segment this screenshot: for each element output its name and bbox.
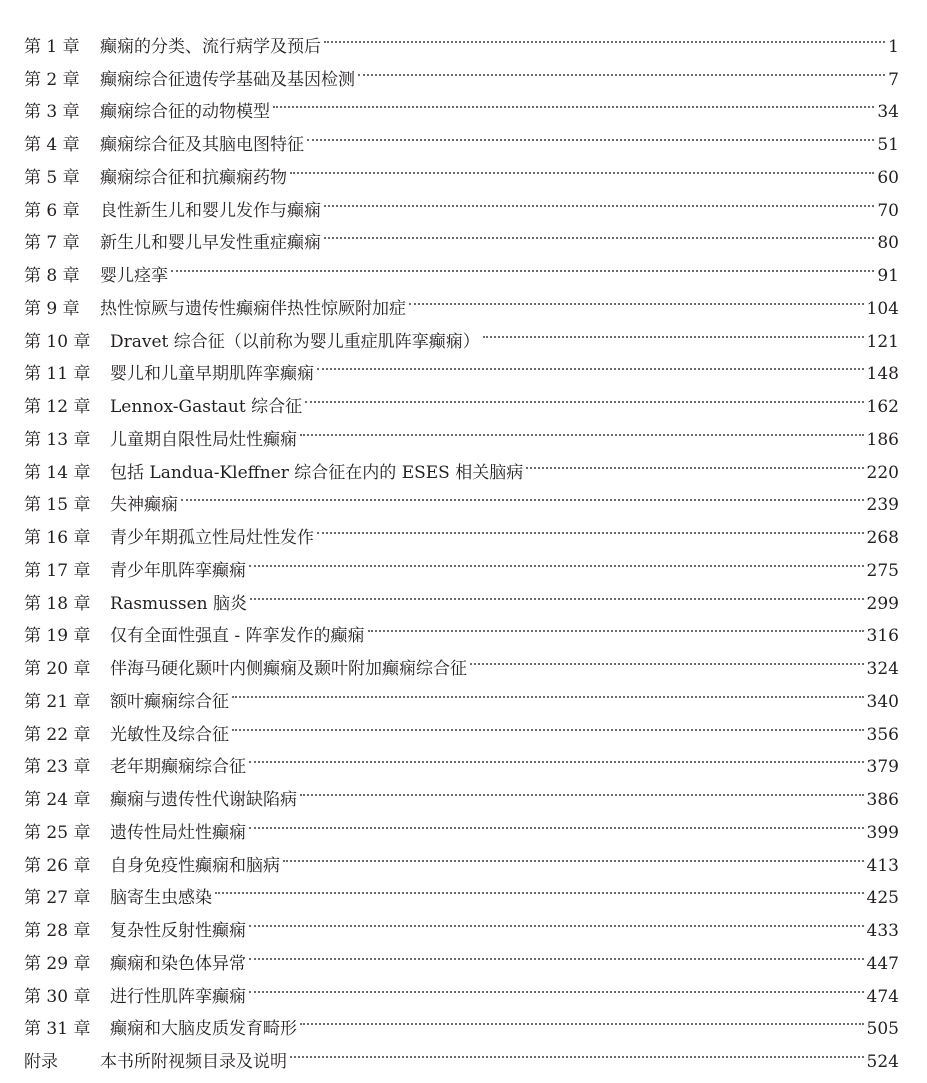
chapter-number: 第 19 章 xyxy=(24,626,91,647)
dot-leader xyxy=(368,609,864,642)
chapter-title: 癫痫和染色体异常 xyxy=(110,953,246,974)
page-number: 386 xyxy=(866,790,899,810)
page-number: 275 xyxy=(866,560,899,581)
dot-leader xyxy=(300,1002,864,1035)
dot-leader xyxy=(324,183,874,216)
chapter-number: 第 13 章 xyxy=(24,429,91,450)
chapter-title: 自身免疫性癫痫和脑病 xyxy=(110,855,280,876)
chapter-number: 第 8 章 xyxy=(24,266,80,286)
chapter-title: 儿童期自限性局灶性癫痫 xyxy=(110,429,297,450)
page-number: 324 xyxy=(866,659,899,679)
page-number: 51 xyxy=(877,135,899,155)
dot-leader xyxy=(317,347,864,380)
page-number: 91 xyxy=(877,266,899,286)
chapter-number: 第 4 章 xyxy=(24,135,80,155)
chapter-number: 第 17 章 xyxy=(24,560,91,581)
chapter-number: 第 5 章 xyxy=(24,167,80,188)
page-number: 474 xyxy=(866,986,899,1007)
chapter-title: 仅有全面性强直 - 阵挛发作的癫痫 xyxy=(110,626,365,647)
page-number: 121 xyxy=(866,331,899,352)
page-number: 60 xyxy=(877,167,899,188)
dot-leader xyxy=(181,478,864,511)
dot-leader xyxy=(526,445,863,478)
dot-leader xyxy=(324,216,874,249)
page-number: 425 xyxy=(866,888,899,909)
chapter-number: 第 18 章 xyxy=(24,593,91,614)
page-number: 1 xyxy=(888,36,899,57)
chapter-title: 青少年期孤立性局灶性发作 xyxy=(110,528,314,548)
page-number: 524 xyxy=(866,1052,899,1072)
chapter-number: 第 15 章 xyxy=(24,495,91,516)
chapter-number: 第 16 章 xyxy=(24,528,91,548)
chapter-number: 第 30 章 xyxy=(24,986,91,1007)
chapter-number: 第 29 章 xyxy=(24,953,91,974)
chapter-title: 本书所附视频目录及说明 xyxy=(100,1052,287,1072)
chapter-title: 新生儿和婴儿早发性重症癫痫 xyxy=(100,233,321,254)
page-number: 316 xyxy=(866,626,899,647)
chapter-title: Rasmussen 脑炎 xyxy=(110,593,247,614)
dot-leader xyxy=(483,314,864,347)
chapter-number: 第 10 章 xyxy=(24,331,91,352)
page-number: 7 xyxy=(888,69,899,90)
page-number: 104 xyxy=(866,298,899,319)
chapter-title: 良性新生儿和婴儿发作与癫痫 xyxy=(100,200,321,221)
dot-leader xyxy=(358,52,885,85)
dot-leader xyxy=(215,871,864,904)
chapter-title: 婴儿和儿童早期肌阵挛癫痫 xyxy=(110,364,314,385)
chapter-title: 癫痫的分类、流行病学及预后 xyxy=(100,36,321,57)
chapter-title: 进行性肌阵挛癫痫 xyxy=(110,986,246,1007)
chapter-title: 癫痫综合征遗传学基础及基因检测 xyxy=(100,69,355,90)
chapter-title: 癫痫综合征的动物模型 xyxy=(100,102,270,123)
chapter-title: 光敏性及综合征 xyxy=(110,724,229,745)
chapter-title: 额叶癫痫综合征 xyxy=(110,691,229,712)
dot-leader xyxy=(171,248,874,281)
page-number: 80 xyxy=(877,233,899,254)
chapter-number: 第 6 章 xyxy=(24,200,80,221)
chapter-number: 第 9 章 xyxy=(24,298,80,319)
chapter-number: 第 12 章 xyxy=(24,397,91,417)
chapter-number: 第 28 章 xyxy=(24,921,91,941)
dot-leader xyxy=(470,641,864,674)
page-number: 379 xyxy=(866,757,899,778)
page-number: 433 xyxy=(866,921,899,941)
chapter-title: Dravet 综合征（以前称为婴儿重症肌阵挛癫痫） xyxy=(110,331,480,352)
page-number: 399 xyxy=(866,822,899,843)
page-number: 340 xyxy=(866,691,899,712)
chapter-number: 第 25 章 xyxy=(24,822,91,843)
dot-leader xyxy=(290,1034,864,1067)
chapter-number: 第 14 章 xyxy=(24,462,91,483)
page-number: 505 xyxy=(866,1019,899,1040)
chapter-number: 附录 xyxy=(24,1052,58,1072)
page-number: 186 xyxy=(866,429,899,450)
dot-leader xyxy=(305,379,863,412)
chapter-title: 失神癫痫 xyxy=(110,495,178,516)
dot-leader xyxy=(249,969,864,1002)
chapter-title: 癫痫和大脑皮质发育畸形 xyxy=(110,1019,297,1040)
dot-leader xyxy=(300,772,864,805)
chapter-title: Lennox-Gastaut 综合征 xyxy=(110,397,303,417)
chapter-number: 第 24 章 xyxy=(24,790,91,810)
chapter-title: 癫痫综合征及其脑电图特征 xyxy=(100,135,304,155)
dot-leader xyxy=(250,576,864,609)
dot-leader xyxy=(290,150,874,183)
dot-leader xyxy=(317,510,864,543)
chapter-number: 第 11 章 xyxy=(24,364,91,385)
page-number: 34 xyxy=(877,102,899,123)
dot-leader xyxy=(273,85,874,118)
chapter-number: 第 31 章 xyxy=(24,1019,91,1040)
dot-leader xyxy=(232,707,864,740)
toc-entry[interactable] xyxy=(24,19,899,57)
dot-leader xyxy=(300,412,864,445)
chapter-title: 复杂性反射性癫痫 xyxy=(110,921,246,941)
chapter-title: 青少年肌阵挛癫痫 xyxy=(110,560,246,581)
page-number: 70 xyxy=(877,200,899,221)
page-number: 413 xyxy=(866,855,899,876)
chapter-title: 癫痫与遗传性代谢缺陷病 xyxy=(110,790,297,810)
chapter-number: 第 27 章 xyxy=(24,888,91,909)
chapter-title: 包括 Landua-Kleffner 综合征在内的 ESES 相关脑病 xyxy=(110,462,524,483)
chapter-title: 遗传性局灶性癫痫 xyxy=(110,822,246,843)
dot-leader xyxy=(232,674,864,707)
dot-leader xyxy=(249,740,864,773)
chapter-number: 第 22 章 xyxy=(24,724,91,745)
dot-leader xyxy=(283,838,864,871)
chapter-title: 伴海马硬化颞叶内侧癫痫及颞叶附加癫痫综合征 xyxy=(110,659,467,679)
page-number: 299 xyxy=(866,593,899,614)
page-number: 148 xyxy=(866,364,899,385)
page-number: 239 xyxy=(866,495,899,516)
chapter-number: 第 26 章 xyxy=(24,855,91,876)
page-number: 447 xyxy=(866,953,899,974)
chapter-number: 第 2 章 xyxy=(24,69,80,90)
chapter-title: 癫痫综合征和抗癫痫药物 xyxy=(100,167,287,188)
toc-list xyxy=(24,19,899,1072)
dot-leader xyxy=(249,903,864,936)
chapter-number: 第 20 章 xyxy=(24,659,91,679)
dot-leader xyxy=(409,281,864,314)
page-number: 220 xyxy=(866,462,899,483)
chapter-title: 婴儿痉挛 xyxy=(100,266,168,286)
dot-leader xyxy=(307,117,874,150)
chapter-number: 第 1 章 xyxy=(24,36,80,57)
chapter-number: 第 23 章 xyxy=(24,757,91,778)
chapter-number: 第 21 章 xyxy=(24,691,91,712)
dot-leader xyxy=(249,936,864,969)
chapter-number: 第 3 章 xyxy=(24,102,80,123)
chapter-title: 热性惊厥与遗传性癫痫伴热性惊厥附加症 xyxy=(100,298,406,319)
dot-leader xyxy=(249,543,864,576)
page-number: 162 xyxy=(866,397,899,417)
chapter-title: 老年期癫痫综合征 xyxy=(110,757,246,778)
page-number: 356 xyxy=(866,724,899,745)
page-number: 268 xyxy=(866,528,899,548)
chapter-title: 脑寄生虫感染 xyxy=(110,888,212,909)
chapter-number: 第 7 章 xyxy=(24,233,80,254)
dot-leader xyxy=(324,19,885,52)
dot-leader xyxy=(249,805,864,838)
